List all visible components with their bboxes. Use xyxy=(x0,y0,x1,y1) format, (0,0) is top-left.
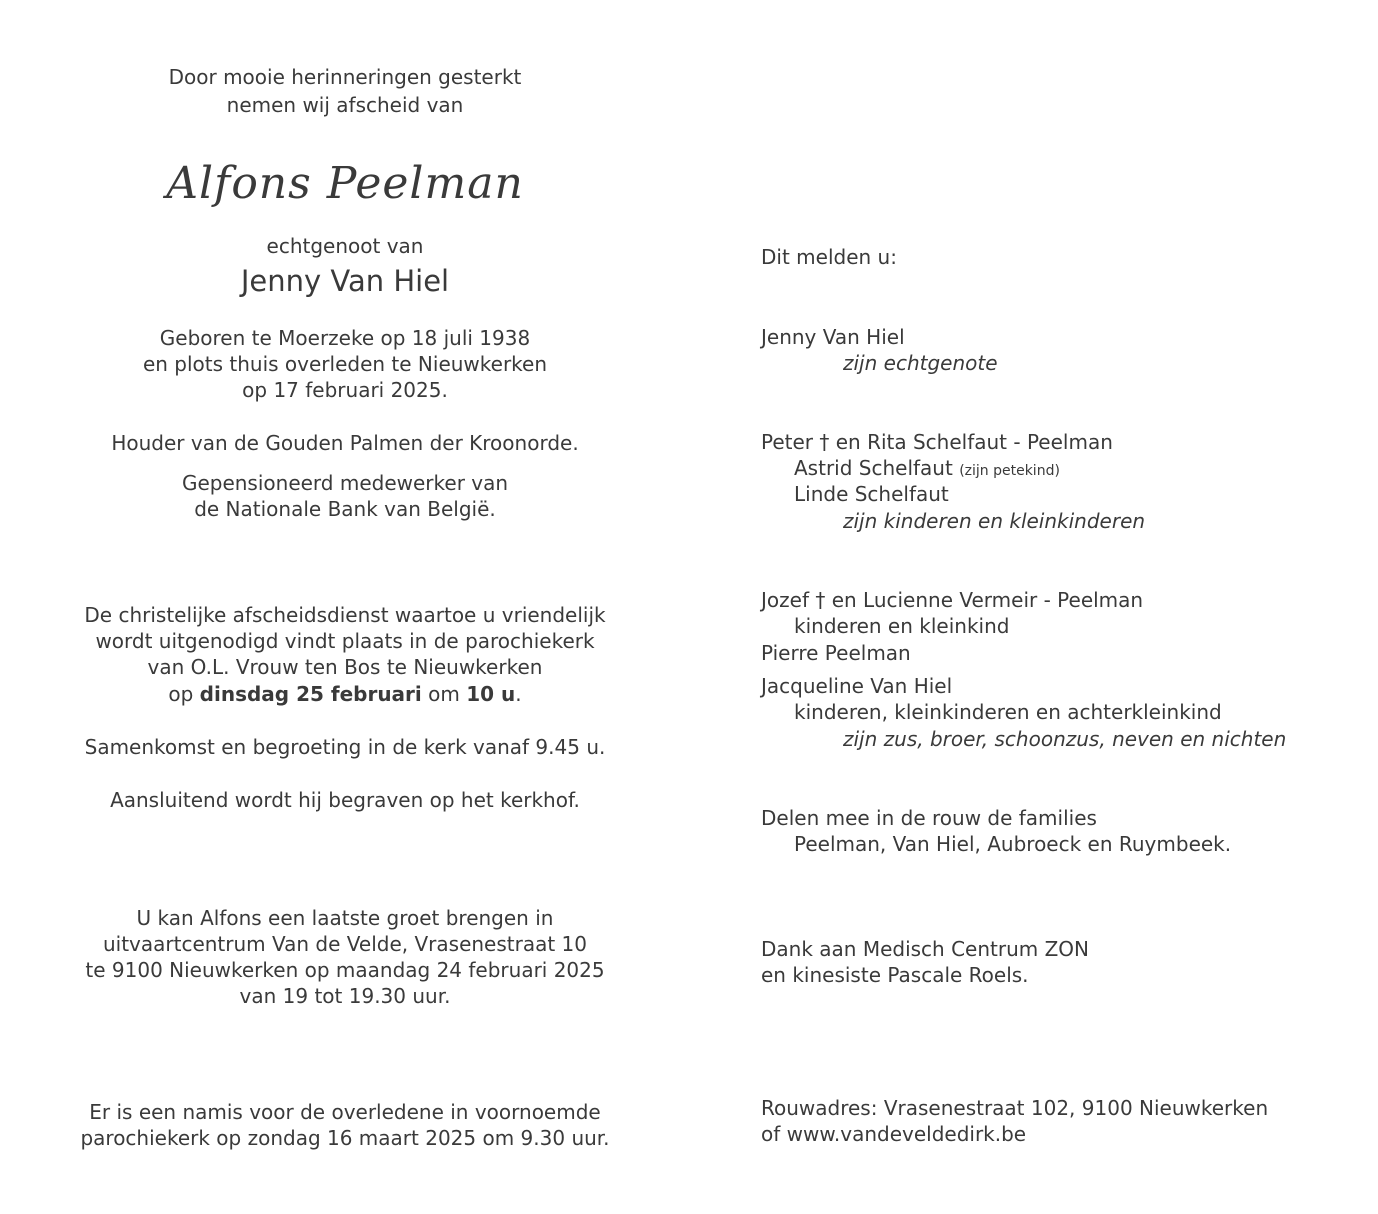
death-date-line: op 17 februari 2025. xyxy=(242,378,448,402)
service-date: dinsdag 25 februari xyxy=(199,682,422,706)
service-date-prefix: op xyxy=(168,682,200,706)
service-time-prefix: om xyxy=(421,682,467,706)
children-role: zijn kinderen en kleinkinderen xyxy=(843,509,1146,533)
visit-line-2: uitvaartcentrum Van de Velde, Vrasenestraat 10 xyxy=(102,932,588,956)
mass-line-2: parochiekerk op zondag 16 maart 2025 om 9.30 uur. xyxy=(80,1126,610,1150)
intro-line-1: Door mooie herinneringen gesterkt xyxy=(168,65,522,89)
spouse-intro: echtgenoot van xyxy=(266,234,424,258)
gathering-line: Samenkomst en begroeting in de kerk vanaf 9.45 u. xyxy=(84,735,606,759)
spouse-entry-role: zijn echtgenote xyxy=(843,351,998,375)
death-line: en plots thuis overleden te Nieuwkerken xyxy=(142,352,548,376)
intro-line-2: nemen wij afscheid van xyxy=(226,93,464,117)
visit-line-1: U kan Alfons een laatste groet brengen in xyxy=(136,906,554,930)
families-line-1: Delen mee in de rouw de families xyxy=(761,806,1097,830)
birth-line: Geboren te Moerzeke op 18 juli 1938 xyxy=(159,326,531,350)
announcement-heading: Dit melden u: xyxy=(761,245,897,269)
spouse-entry-name: Jenny Van Hiel xyxy=(761,325,905,349)
service-line-3: van O.L. Vrouw ten Bos te Nieuwkerken xyxy=(147,655,543,679)
grandchild-1-note: (zijn petekind) xyxy=(959,463,1060,479)
families-line-2: Peelman, Van Hiel, Aubroeck en Ruymbeek. xyxy=(794,832,1232,856)
career-line-1: Gepensioneerd medewerker van xyxy=(181,471,509,495)
service-time: 10 u xyxy=(466,682,516,706)
mass-line-1: Er is een namis voor de overledene in voornoemde xyxy=(89,1100,601,1124)
honor-line: Houder van de Gouden Palmen der Kroonorde. xyxy=(111,431,579,455)
burial-line: Aansluitend wordt hij begraven op het kerkhof. xyxy=(110,788,580,812)
thanks-line-1: Dank aan Medisch Centrum ZON xyxy=(761,937,1090,961)
siblings-line-4: Jacqueline Van Hiel xyxy=(761,674,953,698)
spouse-name: Jenny Van Hiel xyxy=(240,264,450,298)
service-line-1: De christelijke afscheidsdienst waartoe u vriendelijk xyxy=(84,603,606,627)
address-line-1: Rouwadres: Vrasenestraat 102, 9100 Nieuwkerken xyxy=(761,1096,1269,1120)
address-line-2: of www.vandeveldedirk.be xyxy=(761,1122,1027,1146)
thanks-line-2: en kinesiste Pascale Roels. xyxy=(761,963,1029,987)
children-line-1: Peter † en Rita Schelfaut - Peelman xyxy=(761,430,1113,454)
grandchild-line-1 xyxy=(794,455,1060,484)
career-line-2: de Nationale Bank van België. xyxy=(194,497,496,521)
siblings-line-1: Jozef † en Lucienne Vermeir - Peelman xyxy=(761,588,1144,612)
deceased-name: Alfons Peelman xyxy=(166,158,524,209)
siblings-line-2: kinderen en kleinkind xyxy=(794,614,1010,638)
siblings-line-3: Pierre Peelman xyxy=(761,641,911,665)
visit-line-3: te 9100 Nieuwkerken op maandag 24 februari 2025 xyxy=(85,958,605,982)
siblings-line-5: kinderen, kleinkinderen en achterkleinkind xyxy=(794,700,1222,724)
siblings-role: zijn zus, broer, schoonzus, neven en nichten xyxy=(843,727,1287,751)
service-line-2: wordt uitgenodigd vindt plaats in de parochiekerk xyxy=(95,629,595,653)
visit-line-4: van 19 tot 19.30 uur. xyxy=(239,984,451,1008)
grandchild-line-2: Linde Schelfaut xyxy=(794,482,949,506)
grandchild-1-name: Astrid Schelfaut xyxy=(794,456,953,480)
service-end: . xyxy=(515,682,522,706)
service-date-line xyxy=(40,681,650,707)
